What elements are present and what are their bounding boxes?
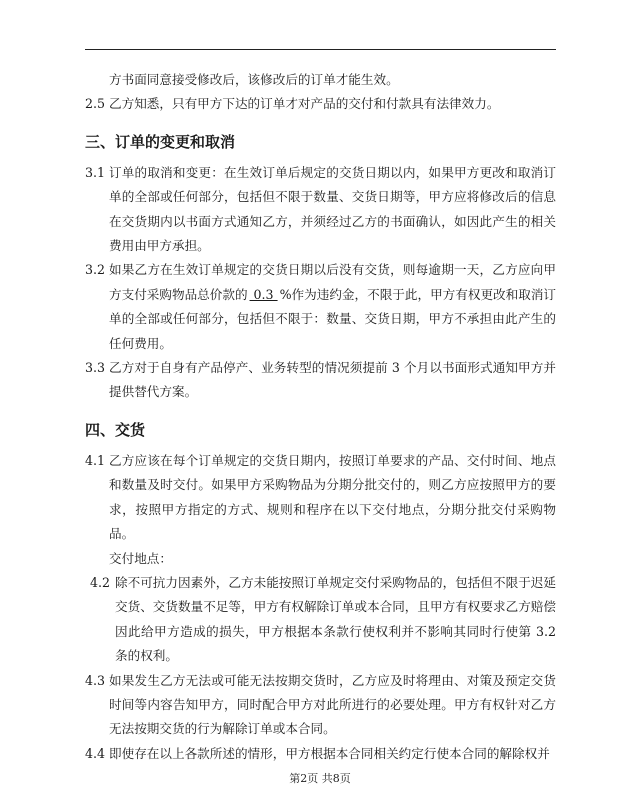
clause-text: 如果发生乙方无法或可能无法按期交货时，乙方应及时将理由、对策及预定交货时间等内容告知甲方，同时配合甲方对此所进行的必要处理。甲方有权针对乙方无法按期交货的行为解除订单或本合同。: [109, 672, 556, 737]
clause-number: 2.5: [85, 96, 106, 112]
clause-4-1: [85, 449, 556, 547]
clause-number: 3.1: [85, 164, 106, 180]
clause-4-2: [85, 571, 556, 669]
clause-number: 3.2: [85, 262, 106, 278]
clause-text: 乙方应该在每个订单规定的交货日期内，按照订单要求的产品、交付时间、地点和数量及时交付。如果甲方采购物品为分期分批交付的，则乙方应按照甲方的要求，按照甲方指定的方式、规则和程序在以下交付地点，分期分批交付采购物品。: [109, 452, 556, 542]
clause-4-3: [85, 669, 556, 742]
clause-3-3: [85, 356, 556, 405]
clause-3-2: [85, 258, 556, 356]
clause-text-before: 如果乙方在生效订单规定的交货日期以后没有交货，则每逾期一天，乙方应向甲方支付采购物品总价款的: [109, 262, 556, 302]
clause-4-4: [85, 742, 556, 766]
clause-number: 4.4: [85, 745, 106, 761]
clause-number: 3.3: [85, 360, 106, 376]
clause-text: 除不可抗力因素外，乙方未能按照订单规定交付采购物品的，包括但不限于迟延交货、交货数量不足等，甲方有权解除订单或本合同，且甲方有权要求乙方赔偿因此给甲方造成的损失，甲方根据本条款行使权利并不影响其同时行使第 3.2 条的权利。: [115, 574, 556, 664]
page-footer: 第2页 共8页: [289, 772, 351, 785]
continuation-paragraph: 方书面同意接受修改后，该修改后的订单才能生效。: [109, 72, 399, 87]
clause-2-5: [85, 92, 556, 116]
document-body: [85, 68, 556, 766]
clause-3-1: [85, 161, 556, 259]
penalty-rate-blank: 0.3: [249, 286, 278, 302]
clause-text-after: %作为违约金，不限于此，甲方有权更改和取消订单的全部或任何部分，包括但不限于：数量、交货日期，甲方不承担由此产生的任何费用。: [109, 286, 557, 351]
clause-number: 4.3: [85, 672, 106, 688]
header-rule: [85, 49, 556, 50]
section-title-4: 四、交货: [85, 420, 146, 439]
clause-number: 4.1: [85, 452, 106, 468]
clause-text: 订单的取消和变更：在生效订单后规定的交货日期以内，如果甲方更改和取消订单的全部或任何部分，包括但不限于数量、交货日期等，甲方应将修改后的信息在交货期内以书面方式通知乙方，并须经过乙方的书面确认，如因此产生的相关费用由甲方承担。: [109, 164, 556, 254]
clause-text: 乙方对于自身有产品停产、业务转型的情况须提前 3 个月以书面形式通知甲方并提供替代方案。: [109, 360, 556, 400]
section-title-3: 三、订单的变更和取消: [85, 132, 236, 151]
delivery-location-label: 交付地点：: [109, 550, 172, 566]
clause-text: 即使存在以上各款所述的情形，甲方根据本合同相关约定行使本合同的解除权并: [109, 745, 550, 761]
clause-text: 乙方知悉，只有甲方下达的订单才对产品的交付和付款具有法律效力。: [109, 96, 500, 112]
clause-number: 4.2: [90, 574, 111, 590]
